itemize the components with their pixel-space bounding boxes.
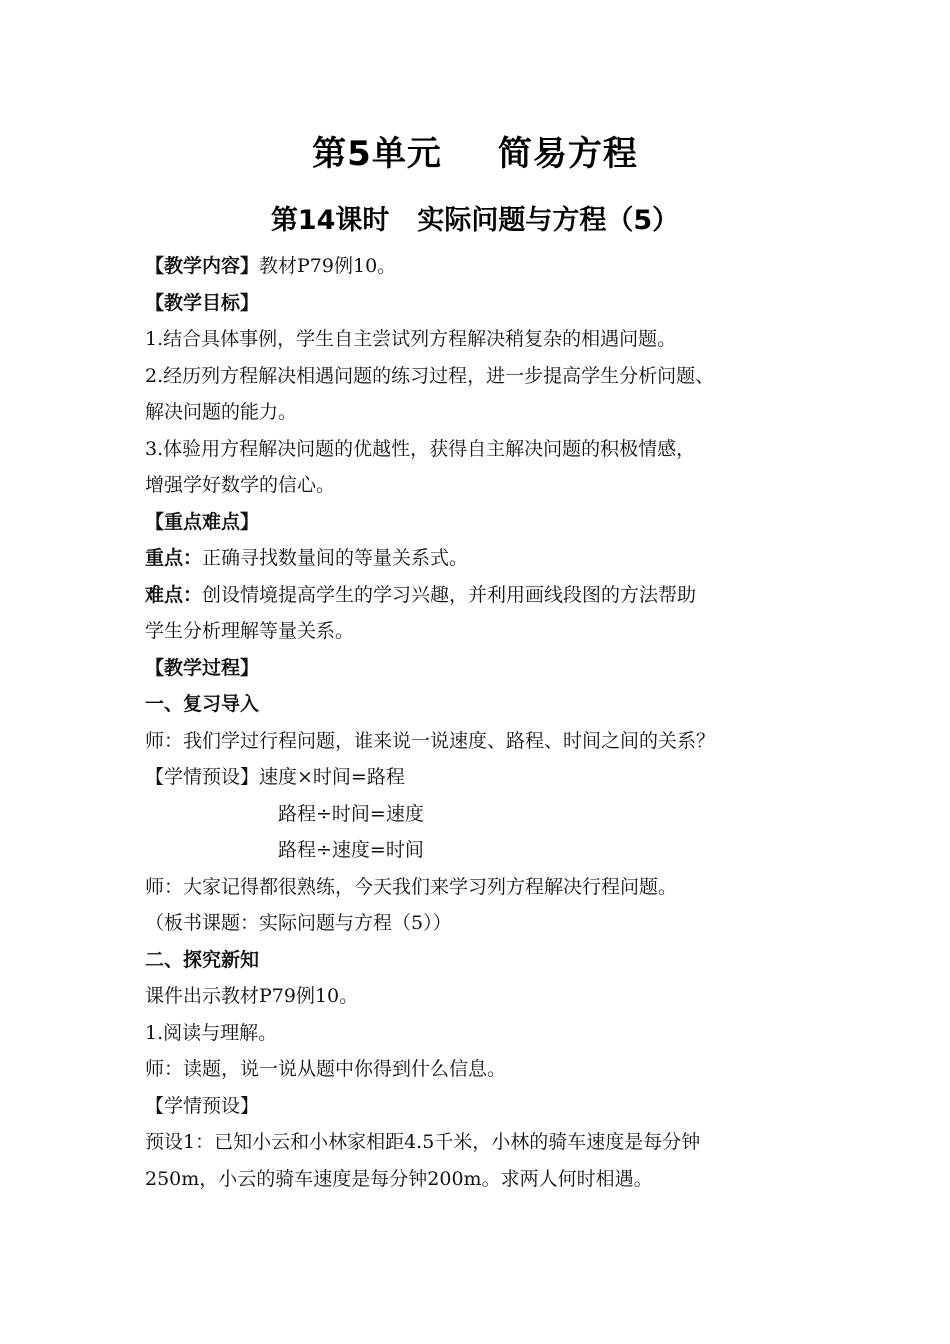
goal-line: 增强学好数学的信心。	[145, 474, 336, 496]
section-explore: 二、探究新知	[145, 948, 260, 971]
lesson-topic: 实际问题与方程（5）	[417, 205, 680, 236]
preset-text: 250m，小云的骑车速度是每分钟200m。求两人何时相遇。	[145, 1167, 653, 1190]
unit-title	[0, 126, 950, 175]
goal-line: 2.经历列方程解决相遇问题的练习过程，进一步提高学生分析问题、	[145, 364, 715, 387]
hard-text: 创设情境提高学生的学习兴趣，并利用画线段图的方法帮助	[202, 583, 697, 606]
unit-number: 第5单元	[312, 134, 442, 174]
hard-point-cont: 学生分析理解等量关系。	[145, 620, 355, 642]
section-text: 教材P79例10。	[259, 255, 397, 277]
key-heading: 【重点难点】	[145, 510, 260, 533]
section-review: 一、复习导入	[145, 693, 260, 715]
step-read: 1.阅读与理解。	[145, 1021, 278, 1044]
hard-point	[145, 577, 825, 614]
teacher-question: 师：读题，说一说从题中你得到什么信息。	[145, 1058, 507, 1080]
goal-line: 3.体验用方程解决问题的优越性，获得自主解决问题的积极情感，	[145, 437, 696, 460]
teacher-question: 师：我们学过行程问题，谁来说一说速度、路程、时间之间的关系？	[145, 729, 716, 752]
hard-label: 难点：	[145, 583, 203, 606]
teacher-remark: 师：大家记得都很熟练，今天我们来学习列方程解决行程问题。	[145, 875, 678, 898]
preset-text: 预设1：已知小云和小林家相距4.5千米，小林的骑车速度是每分钟	[145, 1131, 701, 1153]
formula: 路程÷速度=时间	[278, 839, 424, 861]
key-text: 正确寻找数量间的等量关系式。	[202, 547, 469, 569]
formula: 速度×时间=路程	[259, 766, 405, 788]
goal-line: 解决问题的能力。	[145, 401, 298, 423]
goals-heading: 【教学目标】	[145, 291, 260, 314]
preset-heading: 【学情预设】	[145, 1094, 260, 1117]
unit-topic: 简易方程	[497, 134, 638, 174]
teaching-content	[145, 248, 825, 285]
key-point	[145, 540, 825, 577]
section-label: 【教学内容】	[145, 255, 260, 277]
preset-formulas	[145, 759, 825, 796]
goal-line: 1.结合具体事例，学生自主尝试列方程解决稍复杂的相遇问题。	[145, 328, 677, 350]
key-label: 重点：	[145, 547, 203, 569]
preset-label: 【学情预设】	[145, 766, 260, 788]
lesson-title	[0, 198, 950, 237]
board-note: （板书课题：实际问题与方程（5））	[145, 912, 452, 934]
process-heading: 【教学过程】	[145, 656, 260, 679]
lesson-number: 第14课时	[270, 205, 390, 236]
formula: 路程÷时间=速度	[278, 802, 424, 825]
document-body	[145, 248, 825, 1197]
show-example: 课件出示教材P79例10。	[145, 985, 359, 1007]
